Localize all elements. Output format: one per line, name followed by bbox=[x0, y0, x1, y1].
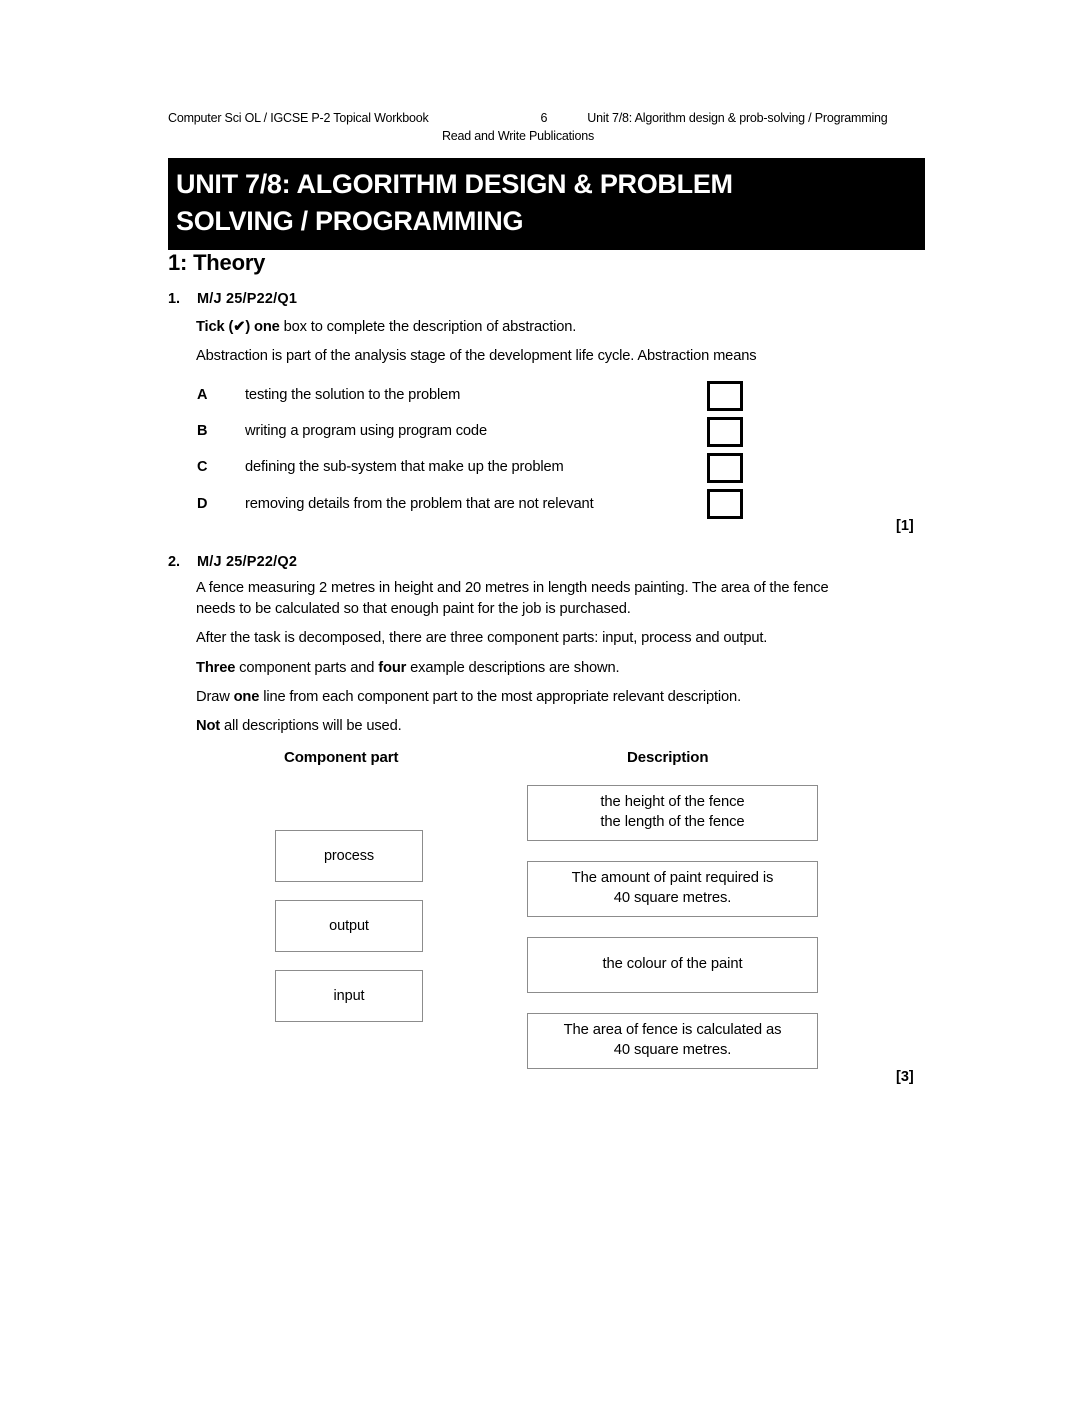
header-right-title: Unit 7/8: Algorithm design & prob-solving / Programming bbox=[587, 111, 888, 125]
question-2-number: 2. bbox=[168, 554, 180, 570]
header-left-title: Computer Sci OL / IGCSE P-2 Topical Workbook bbox=[168, 111, 429, 125]
component-part-box-input[interactable] bbox=[275, 970, 423, 1022]
component-part-label-process: process bbox=[323, 848, 375, 864]
column-header-component-part: Component part bbox=[284, 749, 399, 766]
tickbox-option-a[interactable] bbox=[707, 381, 743, 411]
option-d-letter: D bbox=[197, 496, 208, 512]
question-2-p3-bold-2: four bbox=[378, 660, 407, 676]
description-box-1-line-2: the length of the fence bbox=[600, 814, 745, 830]
description-box-4[interactable] bbox=[527, 1013, 818, 1069]
question-2-paragraph-3 bbox=[196, 661, 619, 676]
description-box-2-line-1: The amount of paint required is bbox=[571, 870, 774, 887]
description-box-4-line-1: The area of fence is calculated as bbox=[563, 1022, 782, 1039]
description-box-3-text bbox=[602, 955, 742, 975]
description-box-4-text bbox=[564, 1021, 782, 1061]
question-2-p3-tail: example descriptions are shown. bbox=[406, 660, 620, 676]
unit-title-banner bbox=[168, 158, 925, 250]
option-b-text: writing a program using program code bbox=[245, 423, 487, 439]
question-2-marks: [3] bbox=[896, 1069, 914, 1085]
description-box-4-line-2: 40 square metres. bbox=[613, 1042, 732, 1058]
header-page-number: 6 bbox=[540, 111, 548, 125]
question-2-p3-mid: component parts and bbox=[235, 660, 379, 676]
description-box-1-text bbox=[600, 793, 744, 833]
section-heading: 1: Theory bbox=[168, 250, 266, 275]
unit-title-line-1: UNIT 7/8: ALGORITHM DESIGN & PROBLEM bbox=[176, 169, 733, 199]
question-1-marks: [1] bbox=[896, 518, 914, 534]
question-2-paragraph-5 bbox=[196, 719, 402, 734]
question-1-instruction bbox=[196, 320, 576, 335]
tickbox-option-b[interactable] bbox=[707, 417, 743, 447]
question-1-code: M/J 25/P22/Q1 bbox=[197, 291, 298, 307]
question-2-paragraph-1-line-1: A fence measuring 2 metres in height and 20 metres in length needs painting. The area of the fence bbox=[196, 580, 829, 596]
question-2-p3-bold-1: Three bbox=[196, 660, 236, 676]
running-header-row bbox=[168, 110, 920, 127]
description-box-2-text bbox=[572, 869, 774, 909]
question-1-instruction-bold-2: one bbox=[254, 319, 280, 335]
description-box-1[interactable] bbox=[527, 785, 818, 841]
component-part-label-output: output bbox=[329, 918, 369, 934]
question-1-stem: Abstraction is part of the analysis stage of the development life cycle. Abstraction means bbox=[196, 348, 757, 364]
description-box-3[interactable] bbox=[527, 937, 818, 993]
question-2-p4-bold: one bbox=[233, 689, 260, 705]
question-2-p4-pre: Draw bbox=[196, 689, 234, 705]
question-1-instruction-tail: box to complete the description of abstraction. bbox=[279, 319, 577, 335]
question-2-paragraph-1-line-2: needs to be calculated so that enough paint for the job is purchased. bbox=[196, 601, 631, 617]
running-header bbox=[168, 110, 920, 145]
option-a-text: testing the solution to the problem bbox=[245, 387, 461, 403]
column-header-description: Description bbox=[627, 749, 709, 766]
question-2-code: M/J 25/P22/Q2 bbox=[197, 554, 298, 570]
option-a-letter: A bbox=[197, 387, 208, 403]
question-2-p4-tail: line from each component part to the most appropriate relevant description. bbox=[259, 689, 741, 705]
tickbox-option-d[interactable] bbox=[707, 489, 743, 519]
question-2-p5-bold: Not bbox=[196, 718, 221, 734]
description-box-3-line-1: the colour of the paint bbox=[602, 956, 743, 973]
question-1-instruction-bold-1: Tick (✔) bbox=[196, 319, 251, 335]
component-part-box-process[interactable] bbox=[275, 830, 423, 882]
question-2-p5-tail: all descriptions will be used. bbox=[220, 718, 402, 734]
option-c-text: defining the sub-system that make up the problem bbox=[245, 459, 564, 475]
description-box-2-line-2: 40 square metres. bbox=[613, 890, 732, 906]
header-publisher: Read and Write Publications bbox=[441, 128, 595, 143]
description-box-2[interactable] bbox=[527, 861, 818, 917]
question-2-paragraph-2: After the task is decomposed, there are three component parts: input, process and output. bbox=[196, 630, 768, 646]
component-part-label-input: input bbox=[333, 988, 365, 1004]
tickbox-option-c[interactable] bbox=[707, 453, 743, 483]
option-d-text: removing details from the problem that are not relevant bbox=[245, 496, 594, 512]
component-part-box-output[interactable] bbox=[275, 900, 423, 952]
question-2-paragraph-4 bbox=[196, 690, 741, 705]
option-c-letter: C bbox=[197, 459, 208, 475]
description-box-1-line-1: the height of the fence bbox=[600, 794, 745, 811]
option-b-letter: B bbox=[197, 423, 208, 439]
question-1-number: 1. bbox=[168, 291, 180, 307]
unit-title-line-2: SOLVING / PROGRAMMING bbox=[176, 205, 524, 236]
